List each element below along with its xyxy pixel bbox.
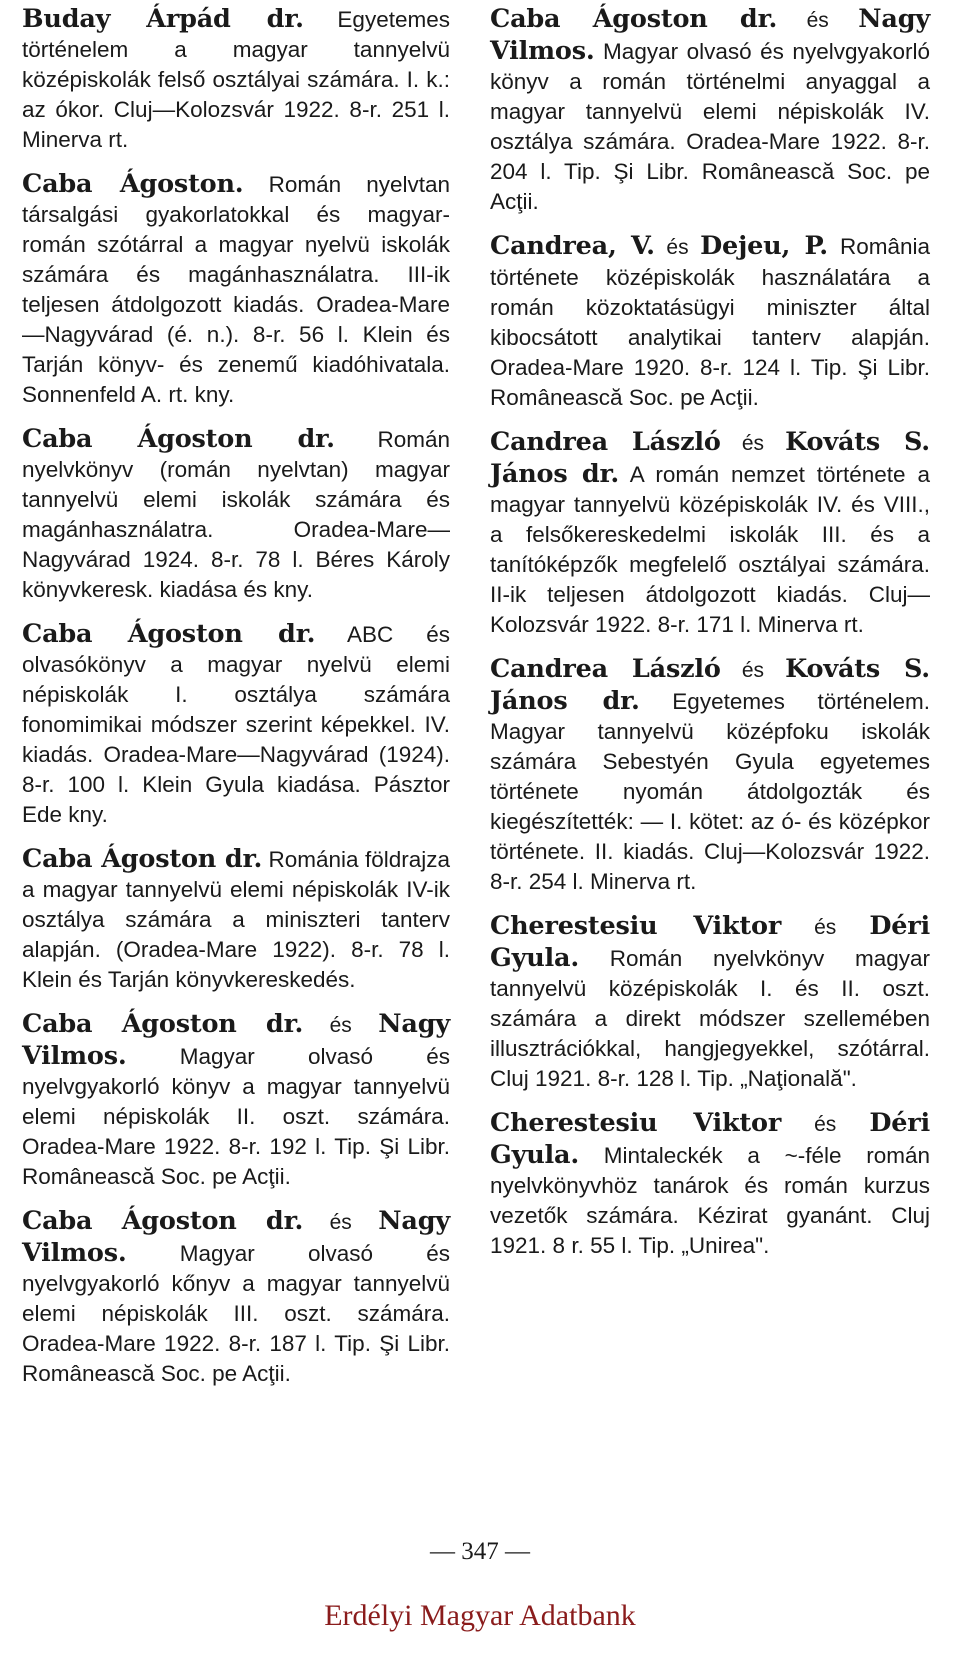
entry-author-joiner: és: [720, 432, 786, 455]
entry-coauthor: Nagy Vilmos.: [490, 4, 930, 66]
entry-coauthor: Déri Gyula.: [490, 911, 930, 973]
entry-description: ABC és olvasókönyv a magyar nyelvü elemi népiskolák I. osztálya számára fonomimikai módszer szerint képekkel. IV. kiadás. Oradea-Mare—Nagyvárad (1924). 8-r. 100 l. Klein Gyula kiadása. Pásztor Ede kny.: [22, 622, 450, 827]
entry-description: Egyetemes történelem. Magyar tannyelvü középfoku iskolák számára Sebestyén Gyula egyetemes története nyomán átdolgozták és kiegészítették: — I. kötet: az ó- és középkor története. II. kiadás. Cluj—Kolozsvár 1922. 8-r. 254 l. Minerva rt.: [490, 689, 930, 894]
entry-author: Candrea, V.: [490, 231, 655, 261]
entry-description: România története középiskolák használatára a román közoktatásügyi miniszter által kibocsátott analytikai tanterv alapján. Oradea-Mare 1920. 8-r. 124 l. Tip. Şi Libr. Românească Soc. pe Acţii.: [490, 234, 930, 410]
entry-author: Caba Ágoston dr.: [22, 844, 263, 874]
entry-author-joiner: és: [781, 916, 870, 939]
bibliography-entry: [490, 231, 930, 413]
bibliography-entry: [22, 424, 450, 605]
entry-description: Magyar olvasó és nyelvgyakorló könyv a magyar tannyelvü elemi népiskolák II. oszt. számára. Oradea-Mare 1922. 8-r. 192 l. Tip. Şi Libr. Românească Soc. pe Acţii.: [22, 1044, 450, 1189]
bibliography-entry: [22, 844, 450, 995]
right-column: [490, 4, 930, 1275]
entry-author: Caba Ágoston.: [22, 169, 244, 199]
entry-description: Egyetemes történelem a magyar tannyelvü középiskolák felső osztályai számára. I. k.: az ókor. Cluj—Kolozsvár 1922. 8-r. 251 l. Minerva rt.: [22, 7, 450, 152]
entry-description: Román nyelvkönyv magyar tannyelvü középiskolák I. és II. oszt. számára a direkt módszer szellemében illusztrációkkal, hangjegyekkel, szótárral. Cluj 1921. 8-r. 128 l. Tip. „Naţională".: [490, 946, 930, 1091]
entry-coauthor: Dejeu, P.: [700, 231, 828, 261]
entry-description: Román nyelvtan társalgási gyakorlatokkal és magyar-román szótárral a magyar nyelvü iskolák számára és magánhasználatra. III-ik teljesen átdolgozott kiadás. Oradea-Mare—Nagyvárad (é. n.). 8-r. 56 l. Klein és Tarján könyv- és zenemű kiadóhivatala. Sonnenfeld A. rt. kny.: [22, 172, 450, 407]
entry-author: Cherestesiu Viktor: [490, 911, 782, 941]
entry-author: Buday Árpád dr.: [22, 4, 304, 34]
bibliography-entry: [22, 169, 450, 410]
entry-description: A román nemzet története a magyar tannyelvü középiskolák IV. és VIII., a felsőkereskedelmi iskolák III. és a tanítóképzők megfelelő osztályai számára. II-ik teljesen átdolgozott kiadás. Cluj—Kolozsvár 1922. 8-r. 171 l. Minerva rt.: [490, 462, 930, 637]
entry-coauthor: Kováts S. János dr.: [490, 427, 930, 489]
entry-author-joiner: és: [654, 236, 701, 259]
entry-author: Caba Ágoston dr.: [22, 619, 316, 649]
bibliography-entry: [490, 427, 930, 640]
entry-author: Caba Ágoston dr.: [490, 4, 778, 34]
source-footer: Erdélyi Magyar Adatbank: [324, 1599, 636, 1632]
entry-description: Románia földrajza a magyar tannyelvü elemi népiskolák IV-ik osztálya számára a miniszteri tanterv alapján. (Oradea-Mare 1922). 8-r. 78 l. Klein és Tarján könyvkereskedés.: [22, 847, 450, 992]
entry-description: Magyar olvasó és nyelvgyakorló kőnyv a magyar tannyelvü elemi népiskolák III. oszt. számára. Oradea-Mare 1922. 8-r. 187 l. Tip. Şi Libr. Românească Soc. pe Acţii.: [22, 1241, 450, 1386]
entry-coauthor: Kováts S. János dr.: [490, 654, 930, 716]
bibliography-entry: [22, 1009, 450, 1192]
page-number: — 347 —: [430, 1538, 530, 1565]
bibliography-entry: [22, 619, 450, 830]
bibliography-entry: [490, 654, 930, 897]
entry-coauthor: Déri Gyula.: [490, 1108, 930, 1170]
entry-description: Mintaleckék a ~-féle román nyelvkönyvhöz tanárok és román kurzus vezetők számára. Kézirat gyanánt. Cluj 1921. 8 r. 55 l. Tip. „Unirea".: [490, 1143, 930, 1258]
entry-author-joiner: és: [720, 659, 786, 682]
entry-author-joiner: és: [781, 1113, 870, 1136]
entry-author-joiner: és: [777, 9, 859, 32]
entry-description: Román nyelvkönyv (román nyelvtan) magyar tannyelvü elemi iskolák számára és magánhasználatra. Oradea-Mare—Nagyvárad 1924. 8-r. 78 l. Béres Károly könyvkeresk. kiadása és kny.: [22, 427, 450, 602]
entry-author: Candrea László: [490, 427, 721, 457]
bibliography-entry: [490, 1108, 930, 1261]
entry-author: Caba Ágoston dr.: [22, 424, 335, 454]
left-column: [22, 4, 450, 1403]
bibliography-entry: [22, 1206, 450, 1389]
entry-author: Cherestesiu Viktor: [490, 1108, 782, 1138]
entry-coauthor: Nagy Vilmos.: [22, 1009, 450, 1071]
bibliography-entry: [490, 911, 930, 1094]
bibliography-entry: [490, 4, 930, 217]
entry-author: Caba Ágoston dr.: [22, 1206, 304, 1236]
bibliography-entry: [22, 4, 450, 155]
entry-coauthor: Nagy Vilmos.: [22, 1206, 450, 1268]
entry-author: Candrea László: [490, 654, 721, 684]
entry-author-joiner: és: [303, 1211, 379, 1234]
entry-description: Magyar olvasó és nyelvgyakorló könyv a román történelmi anyaggal a magyar tannyelvü elemi népiskolák IV. osztálya számára. Oradea-Mare 1922. 8-r. 204 l. Tip. Şi Libr. Românească Soc. pe Acţii.: [490, 39, 930, 214]
entry-author-joiner: és: [303, 1014, 379, 1037]
entry-author: Caba Ágoston dr.: [22, 1009, 304, 1039]
